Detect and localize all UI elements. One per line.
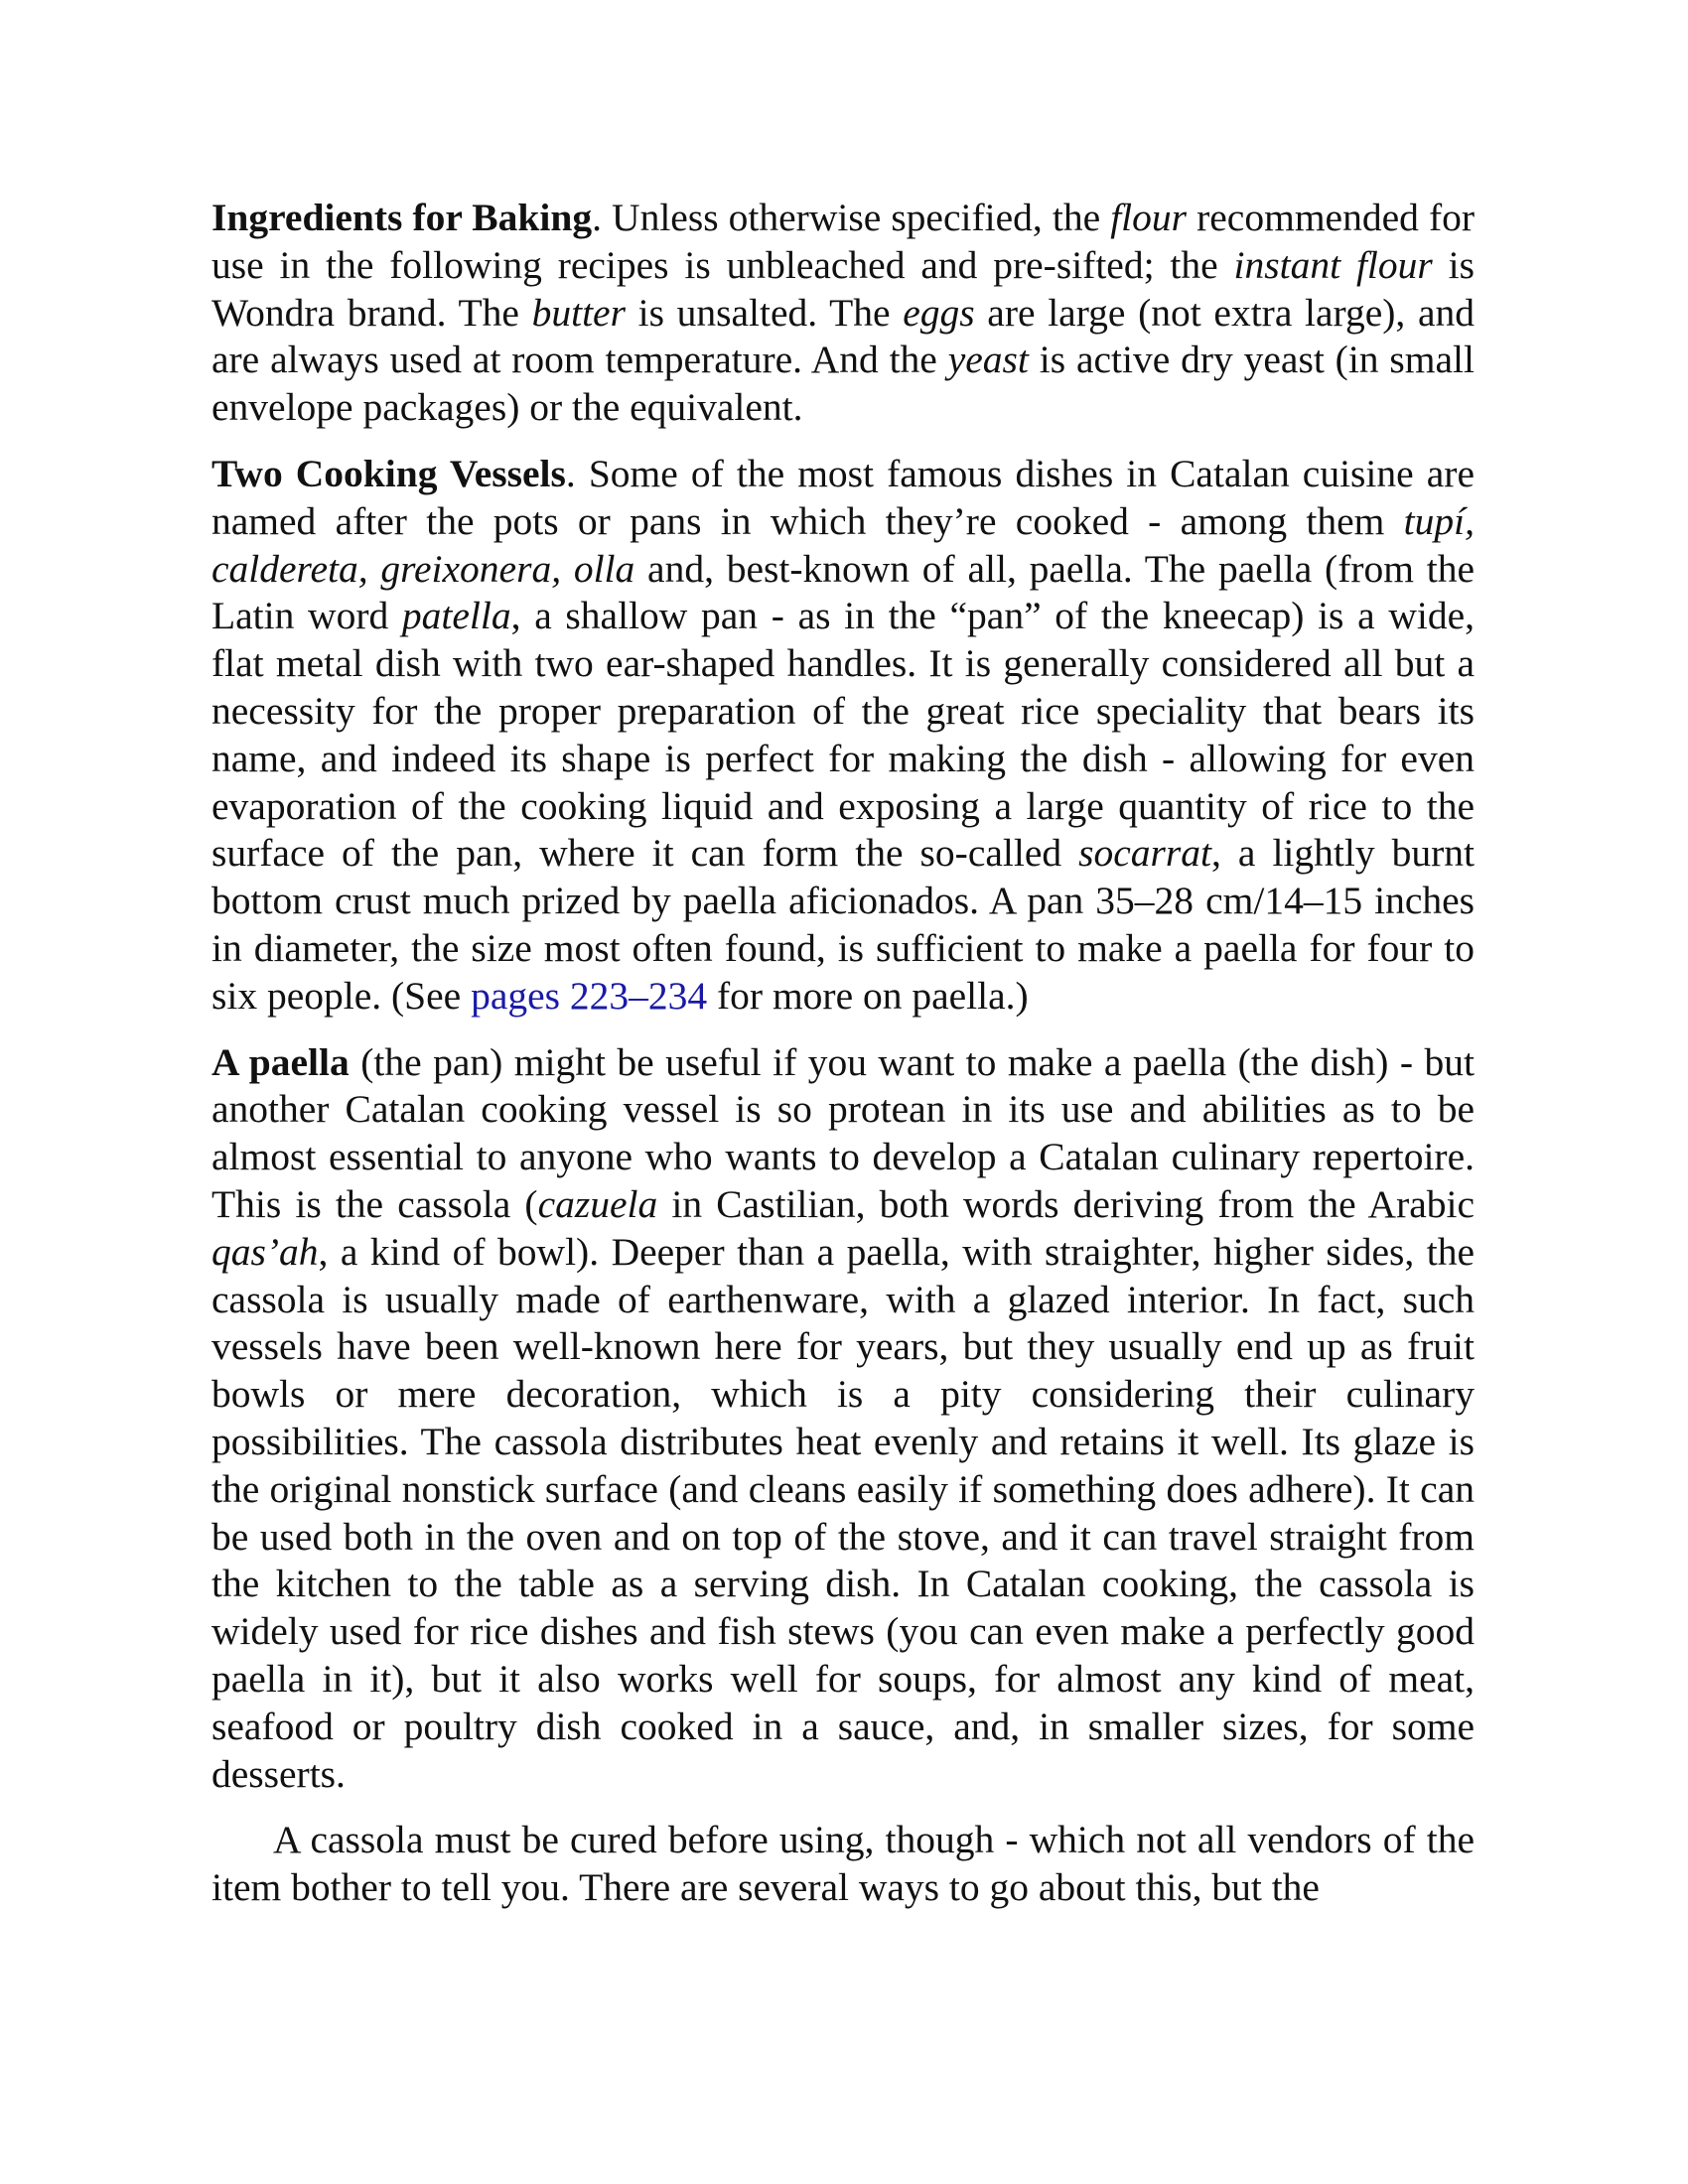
pages-223-234-link[interactable]: pages 223–234 bbox=[471, 973, 708, 1018]
paragraph-ingredients-for-baking: Ingredients for Baking. Unless otherwise specified, the flour recommended for use in the following recipes is unbleached and pre-sifted; the instant flour is Wondra brand. The butter is unsalted. The eggs are large (not extra large), and are always used at room temperature. And the yeast is active dry yeast (in small envelope packages) or the equivalent. bbox=[211, 196, 1475, 430]
paragraph-a-paella: A paella (the pan) might be useful if you want to make a paella (the dish) - but another Catalan cooking vessel is so protean in its use and abilities as to be almost essential to anyone who wants to develop a Catalan culinary repertoire. This is the cassola (cazuela in Castilian, both words deriving from the Arabic qas’ah, a kind of bowl). Deeper than a paella, with straighter, higher sides, the cassola is usually made of earthenware, with a glazed interior. In fact, such vessels have been well-known here for years, but they usually end up as fruit bowls or mere decoration, which is a pity considering their culinary possibilities. The cassola distributes heat evenly and retains it well. Its glaze is the original nonstick surface (and cleans easily if something does adhere). It can be used both in the oven and on top of the stove, and it can travel straight from the kitchen to the table as a serving dish. In Catalan cooking, the cassola is widely used for rice dishes and fish stews (you can even make a perfectly good paella in it), but it also works well for soups, for almost any kind of meat, seafood or poultry dish cooked in a sauce, and, in smaller sizes, for some desserts. bbox=[211, 1039, 1476, 1796]
document-page bbox=[211, 195, 1475, 1931]
paragraph-two-cooking-vessels: Two Cooking Vessels. Some of the most famous dishes in Catalan cuisine are named after the pots or pans in which they’re cooked - among them tupí, caldereta, greixonera, olla and, best-known of all, paella. The paella (from the Latin word patella, a shallow pan - as in the “pan” of the kneecap) is a wide, flat metal dish with two ear-shaped handles. It is generally considered all but a necessity for the proper preparation of the great rice speciality that bears its name, and indeed its shape is perfect for making the dish - allowing for even evaporation of the cooking liquid and exposing a large quantity of rice to the surface of the pan, where it can form the so-called socarrat, a lightly burnt bottom crust much prized by paella aficionados. A pan 35–28 cm/14–15 inches in diameter, the size most often found, is sufficient to make a paella for four to six people. (See pages 223–234 for more on paella.) bbox=[211, 451, 1475, 1018]
section-heading-a-paella: A paella bbox=[211, 1039, 350, 1084]
section-heading-two-cooking-vessels: Two Cooking Vessels bbox=[211, 451, 566, 495]
section-heading-ingredients-for-baking: Ingredients for Baking bbox=[211, 196, 593, 239]
paragraph-cassola-curing: A cassola must be cured before using, though - which not all vendors of the item bother to tell you. There are several ways to go about this, but the bbox=[211, 1818, 1475, 1910]
